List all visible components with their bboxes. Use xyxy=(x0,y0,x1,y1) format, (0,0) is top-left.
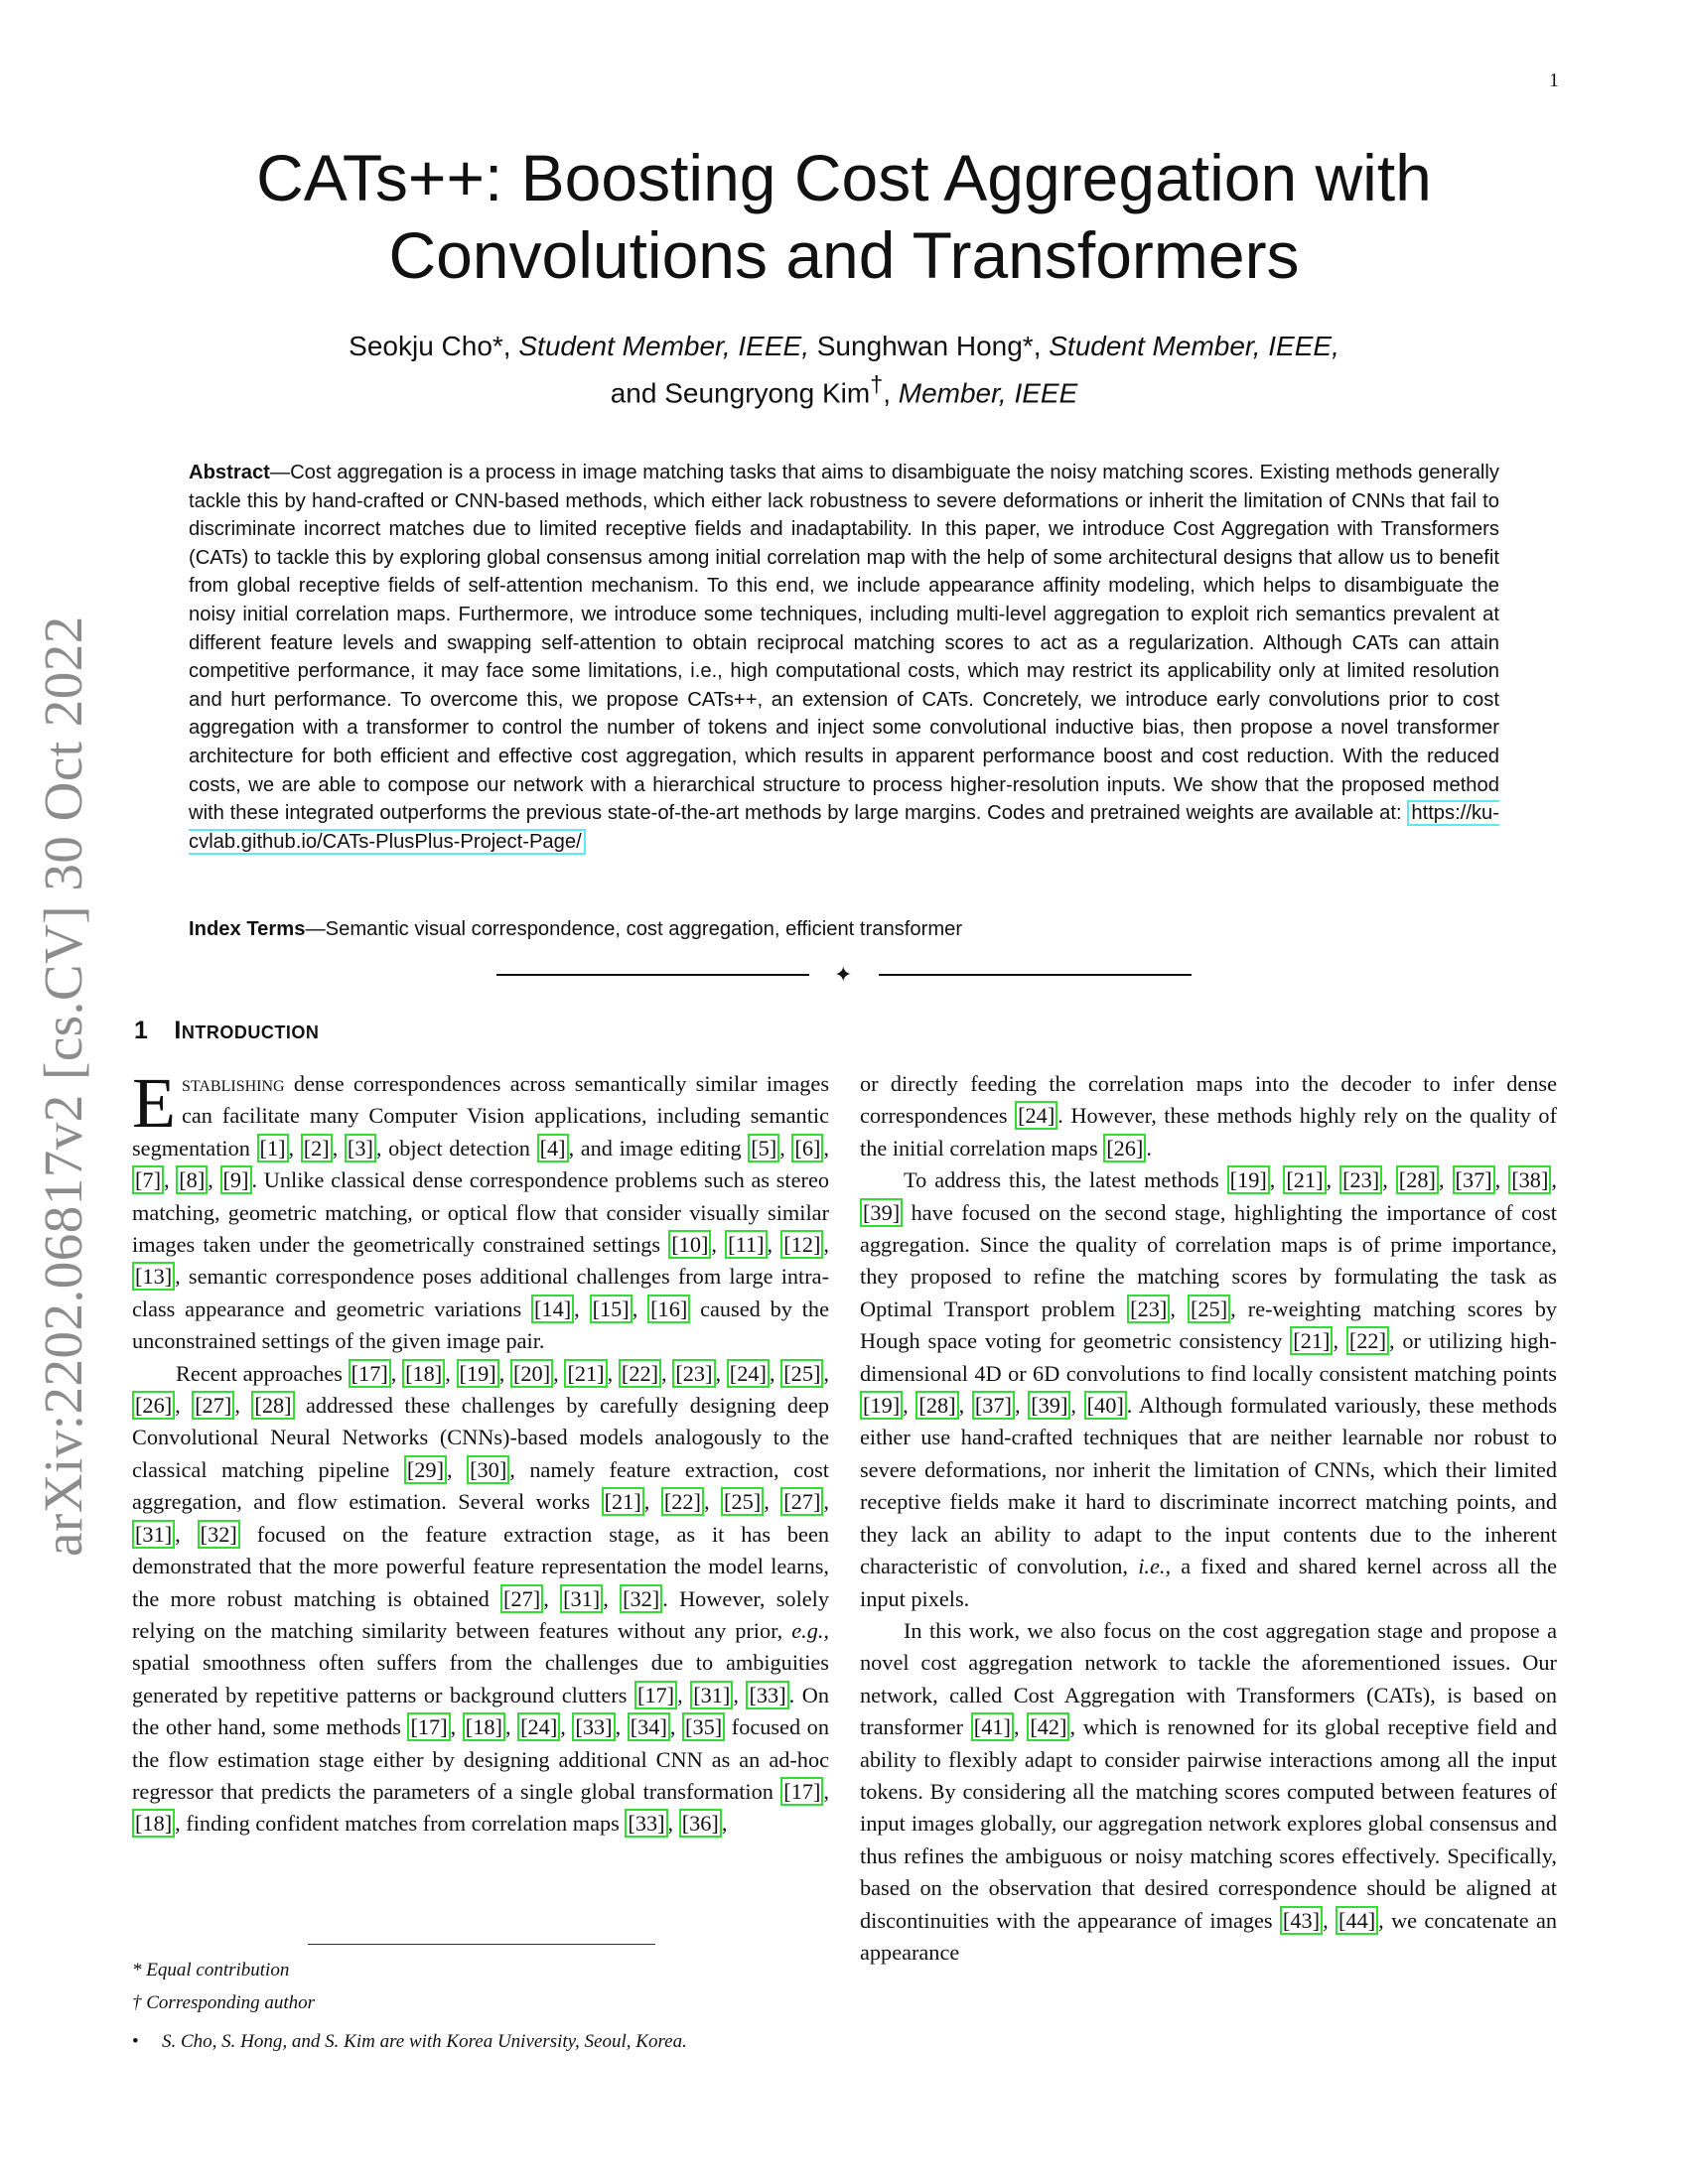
citation-link[interactable]: [12] xyxy=(780,1230,823,1259)
author-line-2 xyxy=(0,365,1688,412)
citation-link[interactable]: [17] xyxy=(407,1712,450,1741)
citation-link[interactable]: [27] xyxy=(780,1487,823,1516)
section-title: Introduction xyxy=(174,1017,320,1044)
paragraph: To address this, the latest methods [19] , [21] , [23] , [28] , [37] , [38] , [39] have focused on the second stage, highlighting the importance of cost aggregation. Since the quality of correlation maps is of prime importance, they proposed to refine the matching scores by formulating the task as Optimal Transport problem [23] , [25] , re-weighting matching scores by Hough space voting for geometric consistency [21] , [22] , or utilizing high-dimensional 4D or 6D convolutions to find locally consistent matching points [19] , [28] , [37] , [39] , [40] . Although formulated variously, these methods either use hand-crafted techniques that are neither learnable nor robust to severe deformations, nor inherit the limitation of CNNs, which their limited receptive fields make it hard to discriminate incorrect matching points, and they lack an ability to adapt to the input contents due to the inherent characteristic of convolution, i.e., a fixed and shared kernel across all the input pixels. xyxy=(860,1167,1557,1611)
section-number: 1 xyxy=(134,1017,149,1044)
citation-link[interactable]: [7] xyxy=(132,1165,164,1194)
citation-link[interactable]: [39] xyxy=(1028,1391,1070,1420)
citation-link[interactable]: [19] xyxy=(860,1391,903,1420)
corresponding-mark: † xyxy=(870,371,884,397)
citation-link[interactable]: [17] xyxy=(634,1681,677,1709)
citation-link[interactable]: [27] xyxy=(192,1391,234,1420)
index-terms xyxy=(189,915,962,943)
citation-link[interactable]: [16] xyxy=(647,1295,690,1323)
citation-link[interactable]: [33] xyxy=(746,1681,788,1709)
citation-link[interactable]: [8] xyxy=(176,1165,208,1194)
citation-link[interactable]: [25] xyxy=(1188,1295,1230,1323)
footnote-equal-contribution: * Equal contribution xyxy=(132,1960,290,1980)
citation-link[interactable]: [19] xyxy=(1227,1165,1270,1194)
citation-link[interactable]: [22] xyxy=(619,1359,661,1388)
citation-link[interactable]: [21] xyxy=(564,1359,607,1388)
citation-link[interactable]: [36] xyxy=(679,1809,722,1838)
citation-link[interactable]: [32] xyxy=(198,1520,240,1549)
citation-link[interactable]: [24] xyxy=(727,1359,770,1388)
divider-ornament-icon: ✦ xyxy=(834,962,853,987)
citation-link[interactable]: [11] xyxy=(725,1230,767,1259)
author-name: Seokju Cho*, xyxy=(349,331,519,361)
citation-link[interactable]: [29] xyxy=(404,1455,447,1484)
citation-link[interactable]: [34] xyxy=(628,1712,670,1741)
paper-title xyxy=(0,139,1688,294)
citation-link[interactable]: [9] xyxy=(220,1165,252,1194)
citation-link[interactable]: [31] xyxy=(690,1681,733,1709)
citation-link[interactable]: [21] xyxy=(1283,1165,1326,1194)
citation-link[interactable]: [32] xyxy=(620,1584,662,1613)
section-heading xyxy=(134,1017,319,1045)
drop-cap: E xyxy=(132,1068,176,1143)
citation-link[interactable]: [10] xyxy=(668,1230,711,1259)
citation-link[interactable]: [27] xyxy=(500,1584,543,1613)
index-terms-label: Index Terms xyxy=(189,918,306,940)
citation-link[interactable]: [25] xyxy=(780,1359,823,1388)
citation-link[interactable]: [20] xyxy=(510,1359,553,1388)
citation-link[interactable]: [41] xyxy=(971,1712,1014,1741)
title-line-2: Convolutions and Transformers xyxy=(388,218,1300,292)
author-name: Sunghwan Hong*, xyxy=(808,331,1050,361)
citation-link[interactable]: [2] xyxy=(301,1134,333,1162)
abstract xyxy=(189,459,1499,856)
intro-left-column xyxy=(132,1068,829,1932)
citation-link[interactable]: [33] xyxy=(572,1712,615,1741)
citation-link[interactable]: [33] xyxy=(625,1809,667,1838)
citation-link[interactable]: [37] xyxy=(1453,1165,1495,1194)
citation-link[interactable]: [43] xyxy=(1280,1906,1323,1935)
title-line-1: CATs++: Boosting Cost Aggregation with xyxy=(256,141,1432,214)
citation-link[interactable]: [17] xyxy=(780,1777,823,1806)
footnote-affiliation xyxy=(132,2025,687,2058)
citation-link[interactable]: [22] xyxy=(1346,1326,1389,1355)
citation-link[interactable]: [18] xyxy=(402,1359,445,1388)
author-role: Member, IEEE xyxy=(898,377,1078,409)
citation-link[interactable]: [31] xyxy=(132,1520,175,1549)
paragraph: or directly feeding the correlation maps into the decoder to infer dense correspondences [24] . However, these methods highly rely on the quality of the initial correlation maps [26] . xyxy=(860,1071,1557,1160)
author-line-1 xyxy=(0,328,1688,365)
citation-link[interactable]: [23] xyxy=(672,1359,715,1388)
abstract-text: —Cost aggregation is a process in image matching tasks that aims to disambiguate the noisy matching scores. Existing methods generally tackle this by hand-crafted or CNN-based methods, which either lack robustness to severe deformations or inherit the limitation of CNNs that fail to discriminate incorrect matches due to limited receptive fields and inadaptability. In this paper, we introduce Cost Aggregation with Transformers (CATs) to tackle this by exploring global consensus among initial correlation map with the help of some architectural designs that allow us to benefit from global receptive fields of self-attention mechanism. To this end, we include appearance affinity modeling, which helps to disambiguate the noisy initial correlation maps. Furthermore, we introduce some techniques, including multi-level aggregation to exploit rich semantics prevalent at different feature levels and swapping self-attention to obtain reciprocal matching scores to act as a regularization. Although CATs can attain competitive performance, it may face some limitations, i.e., high computational costs, which may restrict its applicability only at limited resolution and hurt performance. To overcome this, we propose CATs++, an extension of CATs. Concretely, we introduce early convolutions prior to cost aggregation with a transformer to control the number of tokens and inject some convolutional inductive bias, then propose a novel transformer architecture for both efficient and effective cost aggregation, which results in apparent performance boost and cost reduction. With the reduced costs, we are able to compose our network with a hierarchical structure to process higher-resolution inputs. We show that the proposed method with these integrated outperforms the previous state-of-the-art methods by large margins. Codes and pretrained weights are available at: xyxy=(189,462,1499,825)
citation-link[interactable]: [24] xyxy=(1015,1101,1057,1130)
citation-link[interactable]: [44] xyxy=(1336,1906,1378,1935)
citation-link[interactable]: [14] xyxy=(531,1295,574,1323)
citation-link[interactable]: [38] xyxy=(1508,1165,1551,1194)
footnote-corresponding-author: † Corresponding author xyxy=(132,1992,316,2013)
citation-link[interactable]: [19] xyxy=(457,1359,499,1388)
citation-link[interactable]: [28] xyxy=(915,1391,958,1420)
citation-link[interactable]: [35] xyxy=(682,1712,725,1741)
affiliation-text: S. Cho, S. Hong, and S. Kim are with Korea University, Seoul, Korea. xyxy=(162,2031,687,2052)
citation-link[interactable]: [39] xyxy=(860,1198,903,1227)
author-list xyxy=(0,328,1688,412)
citation-link[interactable]: [21] xyxy=(1290,1326,1333,1355)
citation-link[interactable]: [26] xyxy=(1103,1134,1146,1162)
citation-link[interactable]: [37] xyxy=(972,1391,1015,1420)
footnote-rule xyxy=(308,1944,655,1945)
project-page-link[interactable]: https://ku-cvlab.github.io/CATs-PlusPlus-Project-Page/ xyxy=(189,802,1499,853)
author-separator: , xyxy=(883,377,899,409)
citation-link[interactable]: [5] xyxy=(748,1134,779,1162)
index-terms-text: —Semantic visual correspondence, cost aggregation, efficient transformer xyxy=(305,918,963,940)
citation-link[interactable]: [15] xyxy=(590,1295,633,1323)
citation-link[interactable]: [25] xyxy=(721,1487,764,1516)
citation-link[interactable]: [22] xyxy=(661,1487,704,1516)
citation-link[interactable]: [31] xyxy=(560,1584,603,1613)
citation-link[interactable]: [30] xyxy=(467,1455,509,1484)
citation-link[interactable]: [18] xyxy=(463,1712,505,1741)
citation-link[interactable]: [40] xyxy=(1084,1391,1127,1420)
citation-link[interactable]: [26] xyxy=(132,1391,175,1420)
citation-link[interactable]: [1] xyxy=(257,1134,289,1162)
arxiv-identifier-stamp: arXiv:2202.06817v2 [cs.CV] 30 Oct 2022 xyxy=(33,615,93,1557)
page-number: 1 xyxy=(1549,69,1559,91)
footnotes xyxy=(132,1954,687,2058)
paragraph: In this work, we also focus on the cost aggregation stage and propose a novel cost aggregation network to tackle the aforementioned issues. Our network, called Cost Aggregation with Transformers (CATs), is based on transformer [41] , [42] , which is renowned for its global receptive field and ability to flexibly adapt to consider pairwise interactions among all the input tokens. By considering all the matching scores computed between features of input images globally, our aggregation network explores global consensus and thus refines the ambiguous or noisy matching scores effectively. Specifically, based on the observation that desired correspondence should be aligned at discontinuities with the appearance of images [43] , [44] , we concatenate an appearance xyxy=(860,1617,1557,1965)
citation-link[interactable]: [17] xyxy=(349,1359,391,1388)
citation-link[interactable]: [23] xyxy=(1339,1165,1382,1194)
author-name: and Seungryong Kim xyxy=(610,377,871,409)
citation-link[interactable]: [3] xyxy=(345,1134,376,1162)
paragraph: Establishing dense correspondences across semantically similar images can facilitate many Computer Vision applications, including semantic segmentation [1] , [2] , [3] , object detection [4] , and image editing [5] , [6] , [7] , [8] , [9] . Unlike classical dense correspondence problems such as stereo matching, geometric matching, or optical flow that consider visually similar images taken under the geometrically constrained settings [10] , [11] , [12] , [13] , semantic correspondence poses additional challenges from large intra-class appearance and geometric variations [14] , [15] , [16] caused by the unconstrained settings of the given image pair. xyxy=(132,1068,829,1354)
citation-link[interactable]: [24] xyxy=(517,1712,560,1741)
bullet-icon: • xyxy=(132,2031,139,2052)
divider-line-right xyxy=(879,974,1192,976)
citation-link[interactable]: [21] xyxy=(602,1487,644,1516)
citation-link[interactable]: [42] xyxy=(1027,1712,1069,1741)
citation-link[interactable]: [18] xyxy=(132,1809,175,1838)
section-divider xyxy=(496,963,1192,987)
citation-link[interactable]: [28] xyxy=(1396,1165,1439,1194)
author-role: Student Member, IEEE, xyxy=(1049,331,1339,361)
citation-link[interactable]: [4] xyxy=(537,1134,569,1162)
citation-link[interactable]: [23] xyxy=(1127,1295,1170,1323)
divider-line-left xyxy=(496,974,809,976)
citation-link[interactable]: [6] xyxy=(791,1134,823,1162)
author-role: Student Member, IEEE, xyxy=(518,331,809,361)
abstract-label: Abstract xyxy=(189,462,270,483)
paragraph: Recent approaches [17] , [18] , [19] , [20] , [21] , [22] , [23] , [24] , [25] , [26] , [27] , [28] addressed these challenges by carefully designing deep Convolutional Neural Networks (CNNs)-based models analogously to the classical matching pipeline [29] , [30] , namely feature extraction, cost aggregation, and flow estimation. Several works [21] , [22] , [25] , [27] , [31] , [32] focused on the feature extraction stage, as it has been demonstrated that the more powerful feature representation the model learns, the more robust matching is obtained [27] , [31] , [32] . However, solely relying on the matching similarity between features without any prior, e.g., spatial smoothness often suffers from the challenges due to ambiguities generated by repetitive patterns or background clutters [17] , [31] , [33] . On the other hand, some methods [17] , [18] , [24] , [33] , [34] , [35] focused on the flow estimation stage either by designing additional CNN as an ad-hoc regressor that predicts the parameters of a single global transformation [17] , [18] , finding confident matches from correlation maps [33] , [36] , xyxy=(132,1360,829,1837)
intro-right-column xyxy=(860,1068,1557,2071)
citation-link[interactable]: [28] xyxy=(251,1391,294,1420)
citation-link[interactable]: [13] xyxy=(132,1262,175,1291)
